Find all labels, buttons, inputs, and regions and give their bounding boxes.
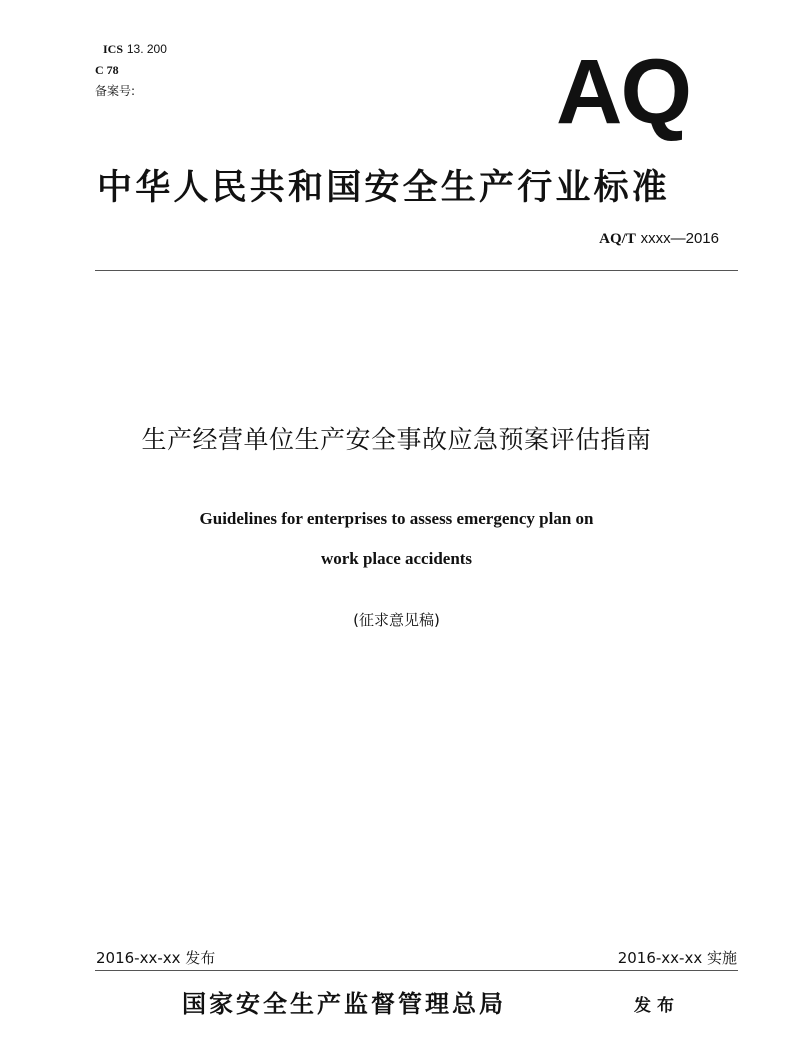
- implementation-date: 2016-xx-xx 实施: [617, 949, 737, 967]
- aq-logo: AQ: [556, 41, 690, 143]
- issue-label: 发布: [634, 996, 680, 1016]
- document-title-chinese: 生产经营单位生产安全事故应急预案评估指南: [141, 425, 652, 454]
- publish-date: 2016-xx-xx 发布: [96, 949, 216, 967]
- draft-status-note: (征求意见稿): [353, 611, 440, 629]
- issuing-authority: 国家安全生产监督管理总局: [182, 990, 506, 1018]
- standard-category-title: 中华人民共和国安全生产行业标准: [97, 168, 671, 208]
- footer-divider: [95, 970, 738, 971]
- document-title-english-line-1: Guidelines for enterprises to assess emergency plan on: [199, 509, 594, 528]
- document-title-english-line-2: work place accidents: [320, 549, 473, 568]
- ics-label: ICS: [103, 42, 124, 56]
- ccs-code: C 78: [95, 63, 119, 77]
- standard-number-prefix: AQ/T: [599, 231, 636, 247]
- ics-code: [103, 41, 167, 57]
- filing-number-label: 备案号:: [95, 84, 136, 98]
- standard-number: [599, 228, 719, 249]
- header-divider: [95, 270, 738, 271]
- standard-number-code: xxxx—2016: [640, 230, 719, 247]
- ics-value: 13. 200: [126, 42, 167, 56]
